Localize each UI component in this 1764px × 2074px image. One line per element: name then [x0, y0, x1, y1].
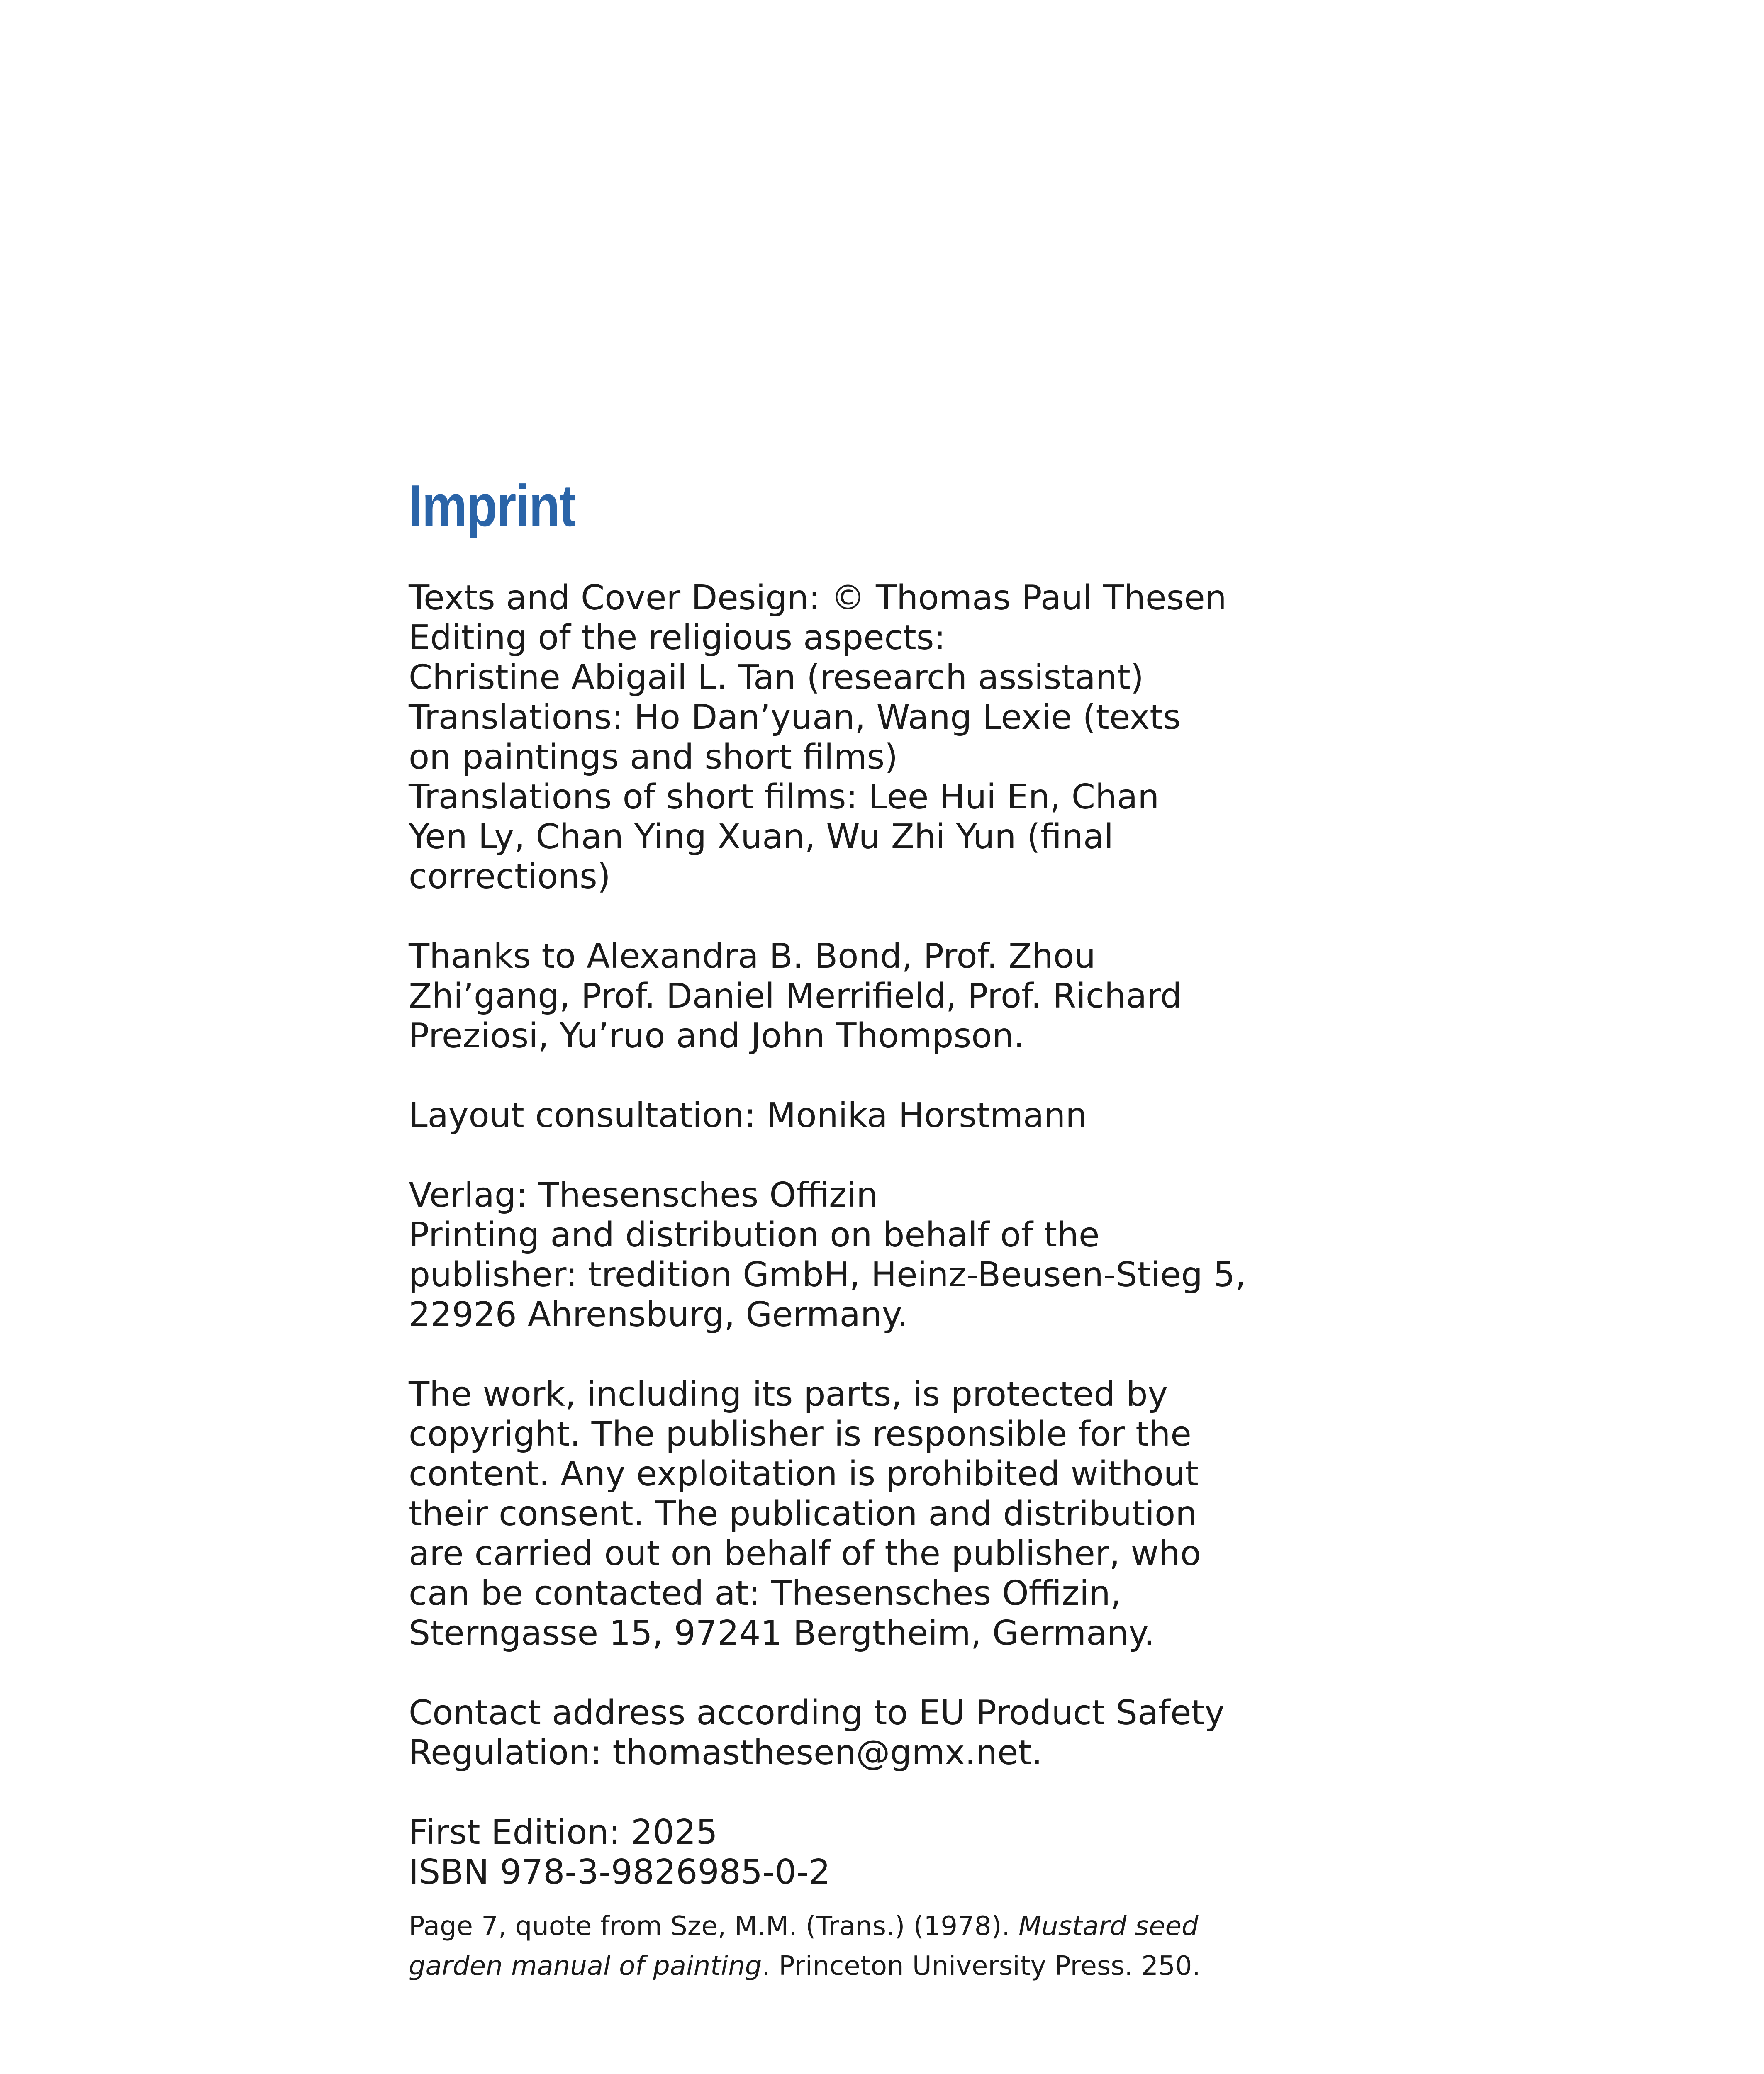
- credits-line: on paintings and short films): [409, 738, 898, 777]
- copyright-line: Sterngasse 15, 97241 Bergtheim, Germany.: [409, 1614, 1155, 1653]
- copyright-line: are carried out on behalf of the publisher, who: [409, 1534, 1201, 1573]
- footnote-book-title: garden manual of painting: [409, 1951, 762, 1981]
- isbn-line: ISBN 978-3-9826985-0-2: [409, 1852, 831, 1892]
- credits-line: Editing of the religious aspects:: [409, 618, 946, 657]
- imprint-content: [409, 473, 1280, 1986]
- thanks-line: Preziosi, Yu’ruo and John Thompson.: [409, 1016, 1025, 1056]
- edition-section: [409, 1813, 1280, 1892]
- copyright-line: copyright. The publisher is responsible for the: [409, 1414, 1191, 1454]
- credits-section: [409, 578, 1280, 897]
- thanks-line: Thanks to Alexandra B. Bond, Prof. Zhou: [409, 937, 1096, 976]
- copyright-line: The work, including its parts, is protected by: [409, 1375, 1168, 1414]
- credits-line: Yen Ly, Chan Ying Xuan, Wu Zhi Yun (final: [409, 817, 1114, 857]
- layout-line: Layout consultation: Monika Horstmann: [409, 1096, 1087, 1135]
- publisher-section: [409, 1176, 1280, 1335]
- contact-line: Contact address according to EU Product Safety: [409, 1693, 1225, 1733]
- credits-line: Texts and Cover Design: © Thomas Paul Thesen: [409, 578, 1227, 618]
- footnote: [409, 1906, 1280, 1986]
- credits-line: corrections): [409, 857, 611, 896]
- contact-line: Regulation: thomasthesen@gmx.net.: [409, 1733, 1043, 1772]
- publisher-line: Printing and distribution on behalf of the: [409, 1215, 1100, 1255]
- contact-section: [409, 1693, 1280, 1773]
- page-title: Imprint: [409, 473, 575, 539]
- footnote-text: Page 7, quote from Sze, M.M. (Trans.) (1978).: [409, 1911, 1019, 1942]
- footnote-line: [409, 1946, 1280, 1986]
- thanks-section: [409, 937, 1280, 1056]
- layout-section: [409, 1096, 1280, 1136]
- copyright-line: their consent. The publication and distribution: [409, 1494, 1197, 1534]
- edition-line: First Edition: 2025: [409, 1813, 718, 1852]
- credits-line: Translations of short films: Lee Hui En, Chan: [409, 777, 1160, 817]
- copyright-line: content. Any exploitation is prohibited without: [409, 1454, 1199, 1494]
- footnote-text: . Princeton University Press. 250.: [762, 1951, 1201, 1981]
- publisher-line: 22926 Ahrensburg, Germany.: [409, 1295, 908, 1334]
- credits-line: Christine Abigail L. Tan (research assistant): [409, 658, 1144, 697]
- publisher-line: publisher: tredition GmbH, Heinz-Beusen-Stieg 5,: [409, 1255, 1246, 1295]
- footnote-line: [409, 1906, 1280, 1946]
- copyright-section: [409, 1375, 1280, 1653]
- thanks-line: Zhi’gang, Prof. Daniel Merrifield, Prof. Richard: [409, 976, 1182, 1016]
- publisher-line: Verlag: Thesensches Offizin: [409, 1176, 878, 1215]
- footnote-book-title: Mustard seed: [1018, 1911, 1199, 1942]
- credits-line: Translations: Ho Dan’yuan, Wang Lexie (texts: [409, 698, 1181, 737]
- copyright-line: can be contacted at: Thesensches Offizin,: [409, 1574, 1121, 1613]
